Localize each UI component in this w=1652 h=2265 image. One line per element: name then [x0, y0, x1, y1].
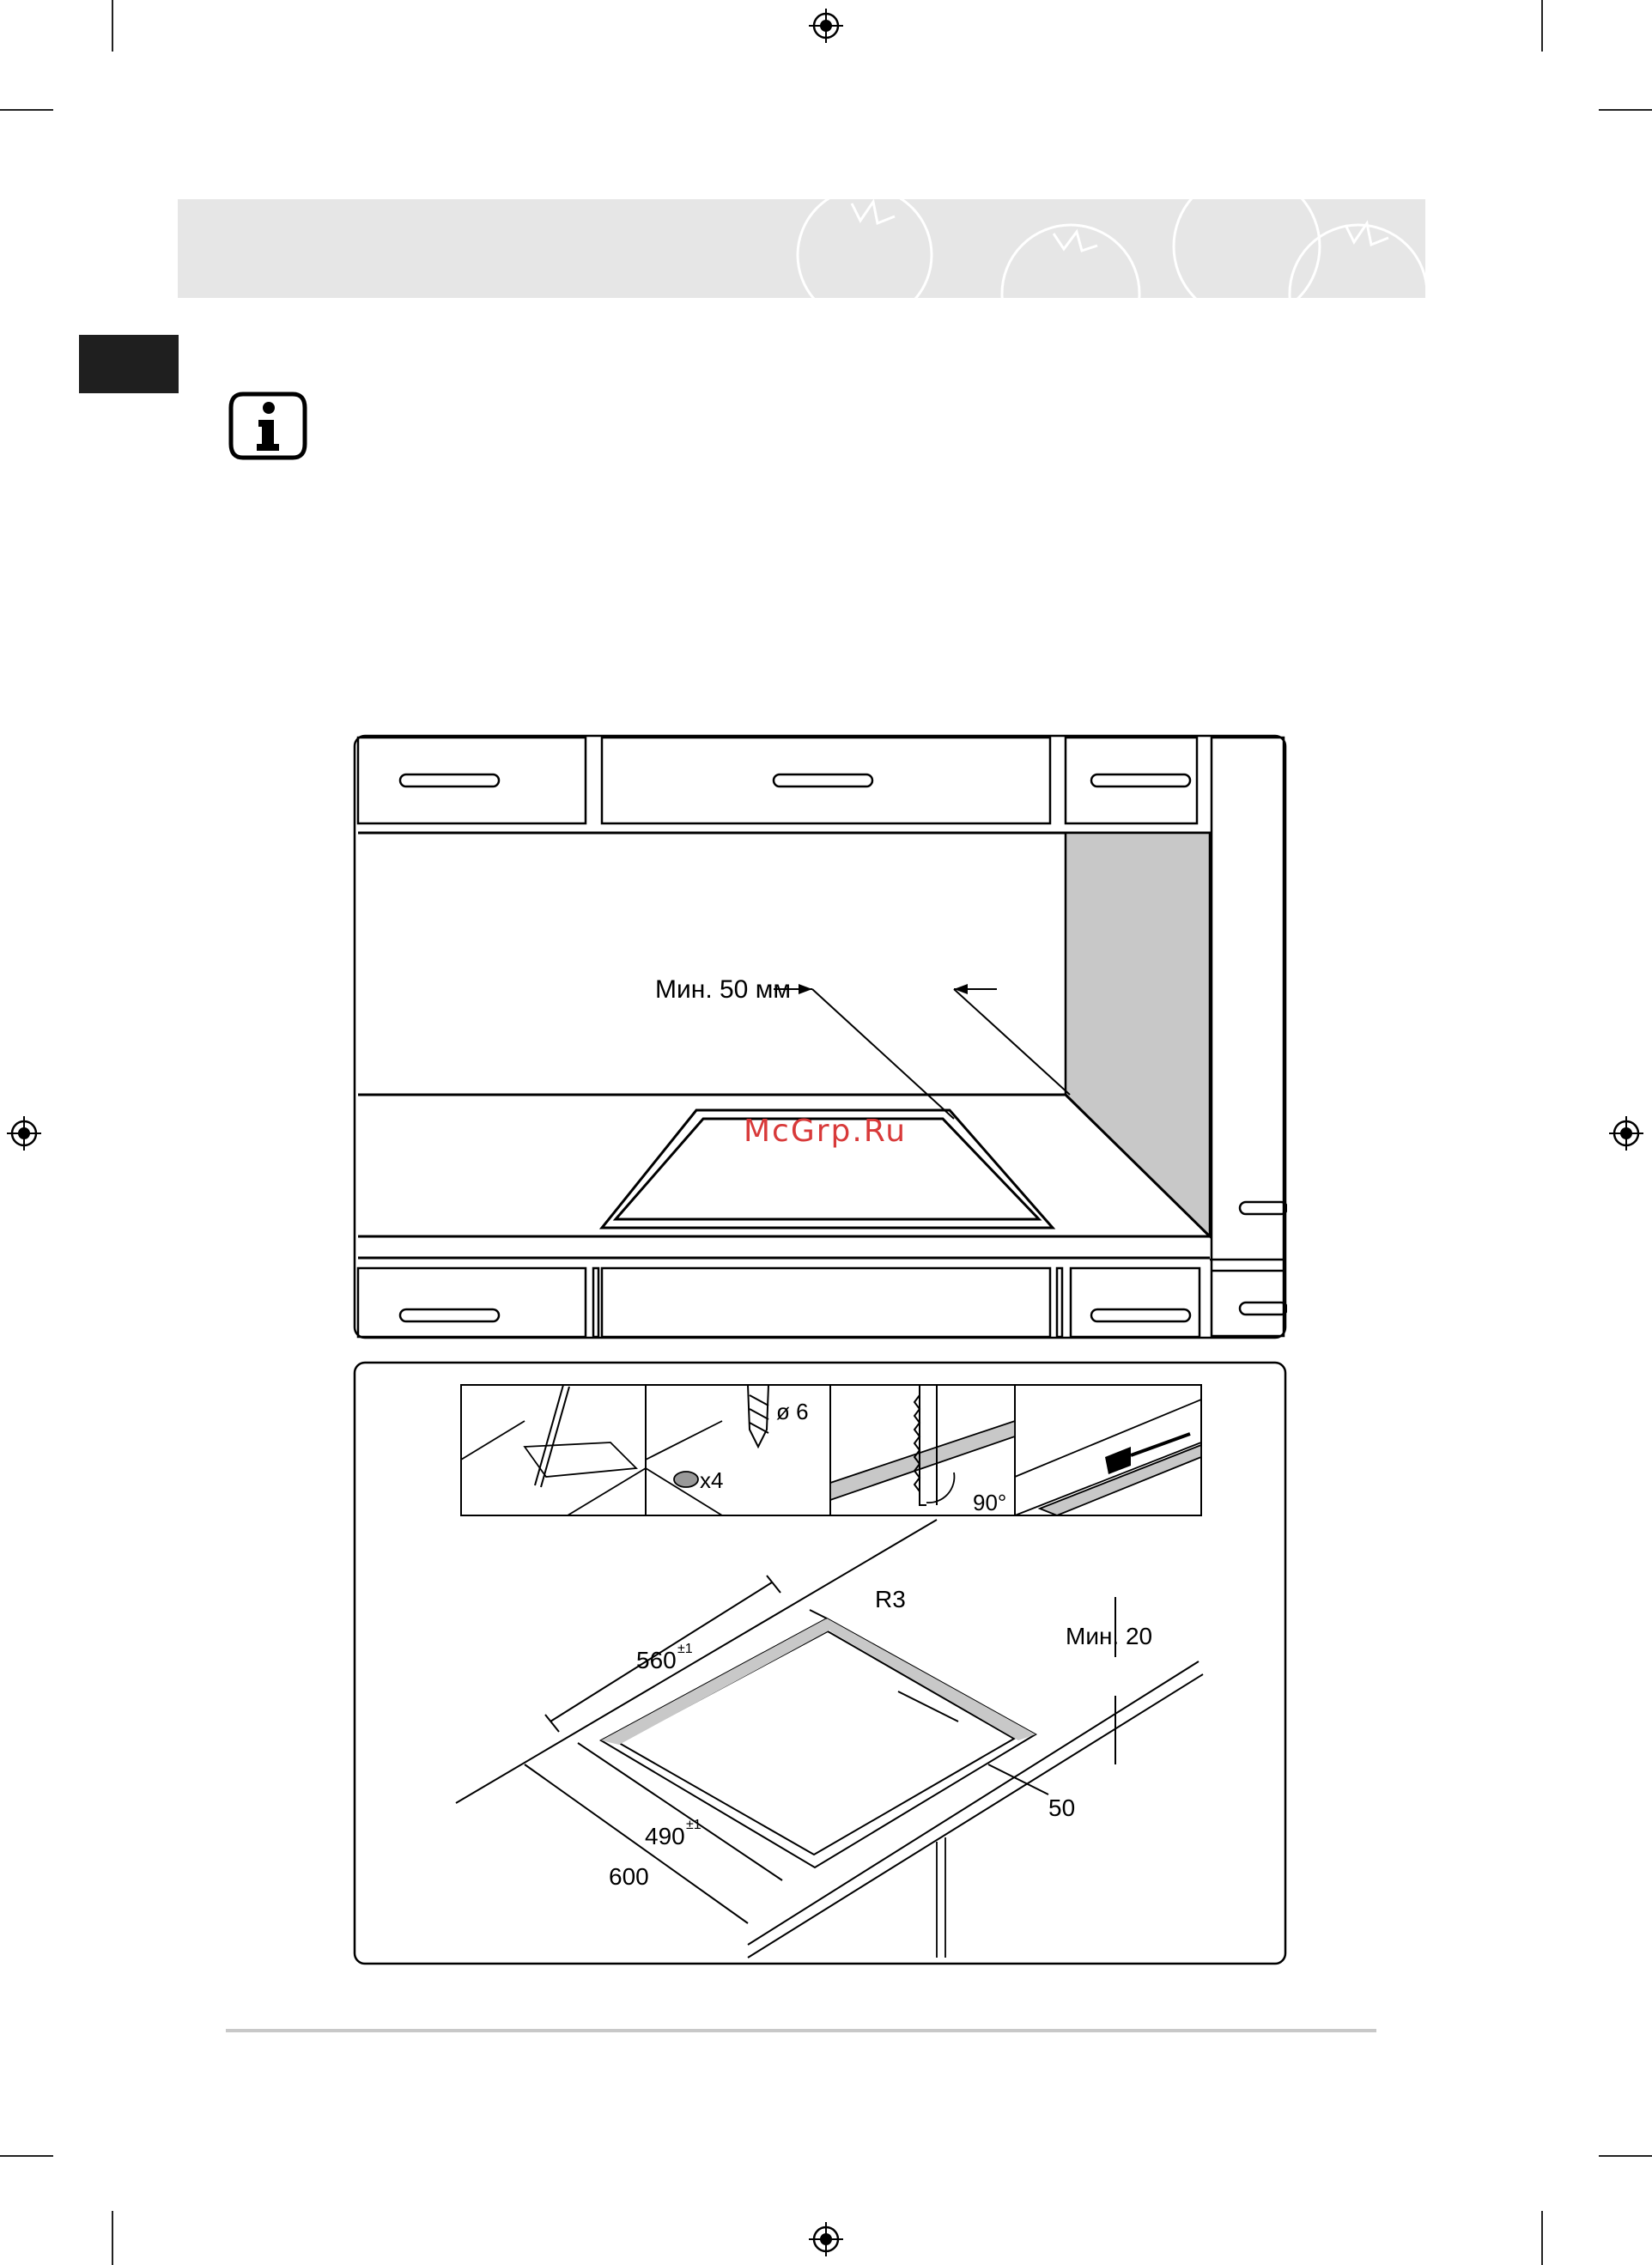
crop-mark [0, 2155, 53, 2157]
step-holes-count: x4 [700, 1467, 724, 1493]
crop-mark [112, 2211, 113, 2265]
hole-marker [674, 1472, 698, 1487]
dim-560: 560 [636, 1647, 677, 1673]
tomato-pattern-icon [178, 199, 1425, 298]
crop-mark [1541, 0, 1543, 52]
dim-50: 50 [1048, 1794, 1076, 1821]
dim-600: 600 [609, 1863, 649, 1890]
crop-mark [0, 109, 53, 111]
registration-mark-icon [809, 9, 843, 43]
dim-560-tolerance: ±1 [677, 1642, 693, 1656]
installation-diagram [353, 734, 1287, 1339]
footer-rule [226, 2029, 1376, 2032]
crop-mark [112, 0, 113, 52]
registration-mark-icon [1609, 1116, 1643, 1151]
step-saw-angle: 90° [973, 1490, 1007, 1515]
registration-mark-icon [7, 1116, 41, 1151]
watermark: McGrp.Ru [744, 1114, 908, 1149]
header-band [178, 199, 1425, 298]
label-min-50: Мин. 50 мм [655, 975, 791, 1004]
crop-mark [1599, 2155, 1652, 2157]
crop-mark [1599, 109, 1652, 111]
dim-min-20: Мин. 20 [1066, 1623, 1153, 1649]
crop-mark [1541, 2211, 1543, 2265]
registration-mark-icon [809, 2222, 843, 2256]
step-drill-diameter: ø 6 [776, 1399, 809, 1424]
info-icon [228, 391, 308, 461]
dim-490-tolerance: ±1 [686, 1818, 701, 1832]
dim-radius: R3 [875, 1586, 906, 1612]
cutout-diagram [353, 1361, 1287, 1965]
dim-490: 490 [645, 1823, 685, 1849]
language-tab [79, 335, 179, 393]
